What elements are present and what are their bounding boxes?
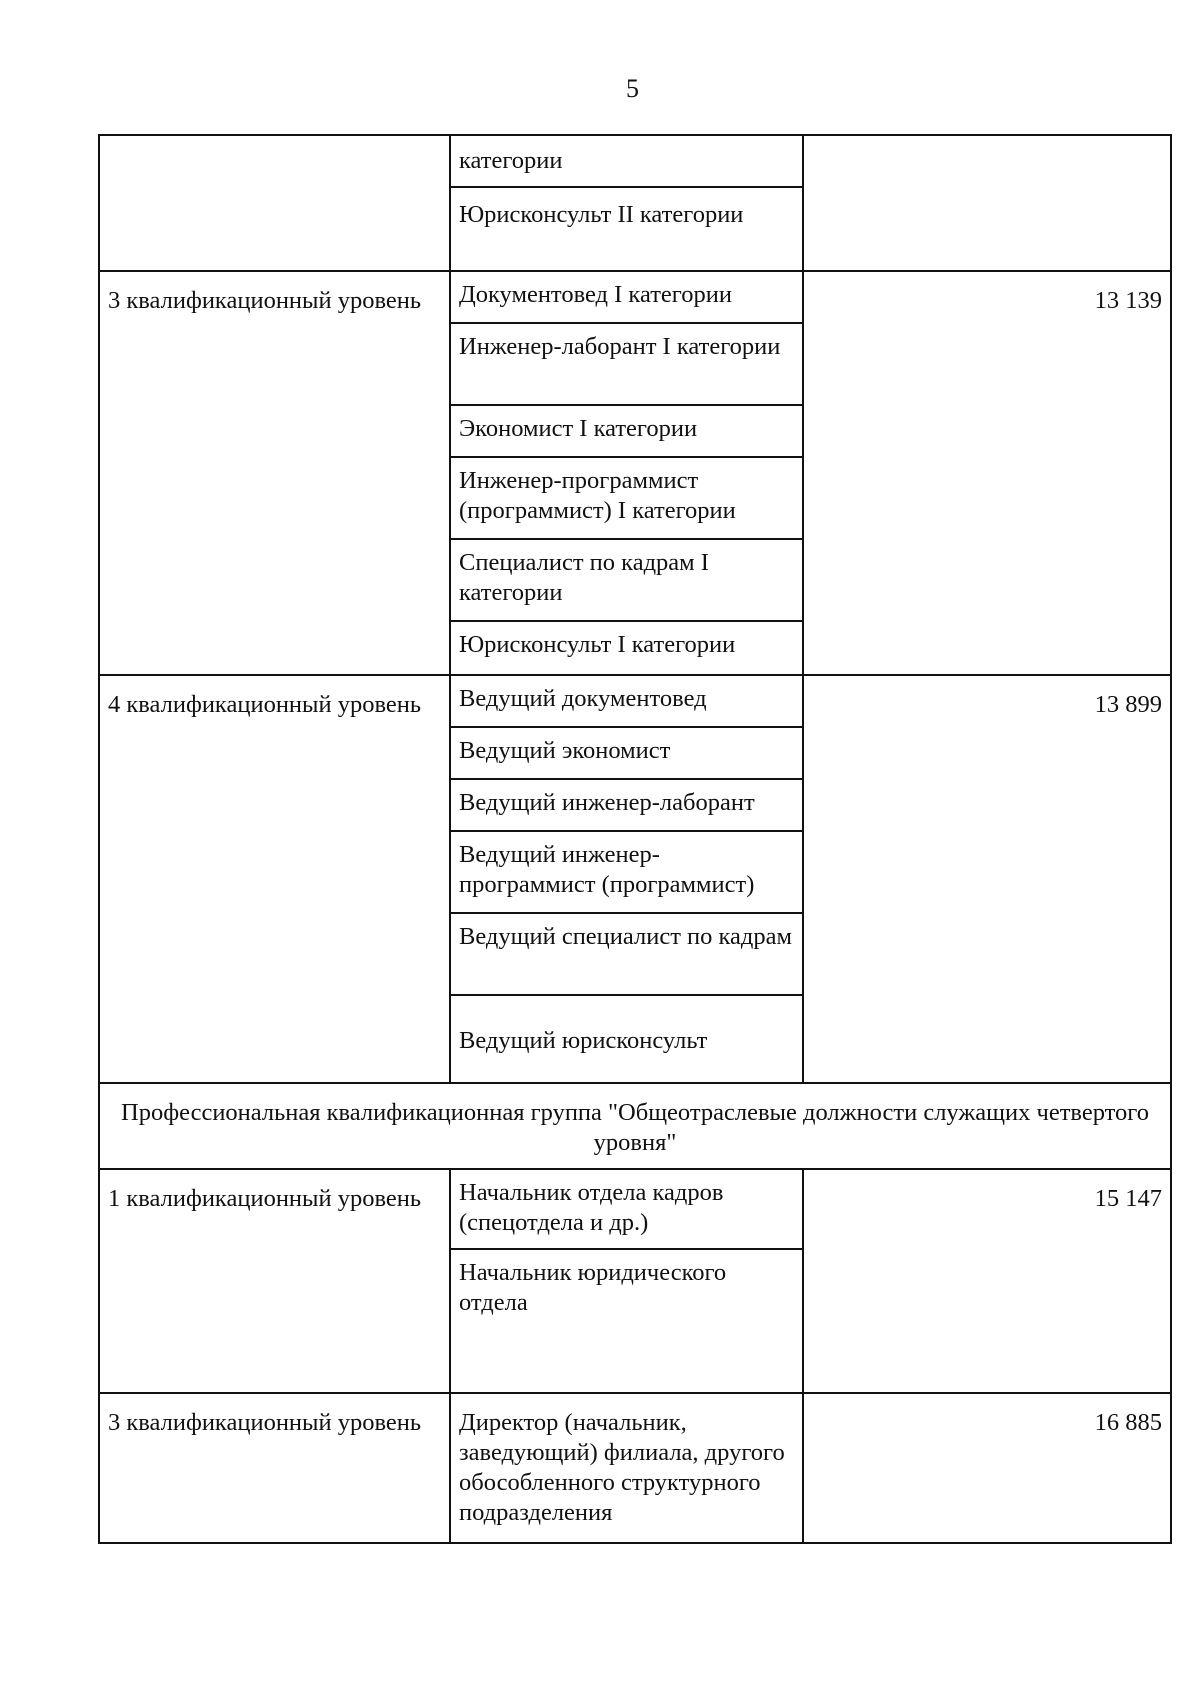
group-header-cell [99,1083,1171,1169]
position-item: Инженер-программист (программист) I категории [451,458,802,540]
position-item: Ведущий документовед [451,676,802,728]
positions-cell [450,271,803,675]
salary-value: 13 899 [1094,691,1162,718]
salary-value: 13 139 [1094,287,1162,314]
salary-value: 15 147 [1094,1185,1162,1212]
salary-cell [803,1169,1171,1393]
salary-cell [803,135,1171,271]
salary-cell [803,271,1171,675]
level-label: 1 квалификационный уровень [108,1185,422,1212]
table-row [99,135,1171,271]
position-item: категории [451,136,802,188]
level-cell [99,135,450,271]
position-item: Директор (начальник, заведующий) филиала, другого обособленного структурного подразделения [459,1409,785,1526]
salary-value: 16 885 [1094,1409,1162,1436]
positions-cell [450,1169,803,1393]
level-cell [99,271,450,675]
positions-cell [450,1393,803,1543]
position-item: Начальник юридического отдела [459,1259,727,1316]
position-item: Юрисконсульт II категории [459,201,744,228]
group-title: Профессиональная квалификационная группа "Общеотраслевые должности служащих четвертого уровня" [121,1099,1149,1156]
level-label: 3 квалификационный уровень [108,1409,422,1436]
position-item: Ведущий юрисконсульт [459,1027,708,1054]
position-item: Ведущий экономист [451,728,802,780]
table-row [99,1083,1171,1169]
position-item: Ведущий инженер-лаборант [451,780,802,832]
position-item: Специалист по кадрам I категории [451,540,802,622]
position-item: Ведущий специалист по кадрам [451,914,802,996]
level-label: 3 квалификационный уровень [108,287,422,314]
positions-cell [450,135,803,271]
salary-cell [803,675,1171,1083]
level-label: 4 квалификационный уровень [108,691,422,718]
positions-cell [450,675,803,1083]
level-cell [99,1393,450,1543]
table-row [99,1393,1171,1543]
position-item: Документовед I категории [451,272,802,324]
table-row [99,271,1171,675]
position-item: Экономист I категории [451,406,802,458]
position-item: Ведущий инженер-программист (программист) [451,832,802,914]
position-item: Начальник отдела кадров (спецотдела и др.) [451,1170,802,1250]
table-row [99,1169,1171,1393]
level-cell [99,675,450,1083]
position-item: Инженер-лаборант I категории [451,324,802,406]
salary-table [98,134,1172,1544]
page-number: 5 [626,74,639,103]
position-item: Юрисконсульт I категории [459,631,736,658]
level-cell [99,1169,450,1393]
salary-cell [803,1393,1171,1543]
table-row [99,675,1171,1083]
